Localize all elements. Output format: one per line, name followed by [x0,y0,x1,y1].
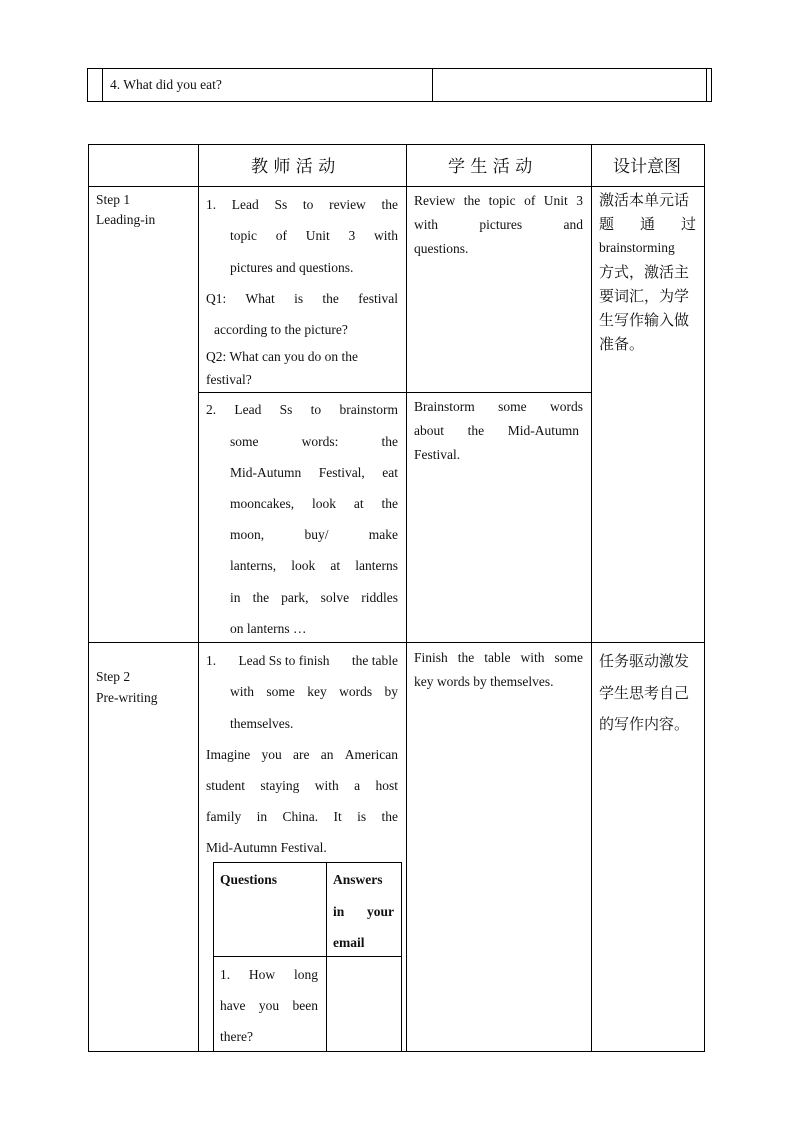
step1-student1-line3: questions. [414,241,469,256]
step1-q2-line1: Q2: What can you do on the [206,349,358,364]
step2-intent-line3: 的写作内容。 [599,715,690,733]
step1-intent-line3: brainstorming [599,240,675,255]
header-teacher-activity: 教 师 活 动 [251,157,336,177]
step2-teacher-line1: 1. Lead Ss to finish the table [206,653,398,668]
question-1-line1: 1. How long [220,967,318,982]
step1-intent-line6: 生写作输入做 [599,311,690,329]
step2-label-line1: Step 2 [96,669,131,684]
step1-intent-line2: 题 通 过 [599,215,696,233]
step1-student2-line2: about the Mid-Autumn [414,423,579,438]
step1-q1-line1: Q1: What is the festival [206,291,398,306]
step1-intent-line1: 激活本单元话 [599,191,690,209]
header-student-activity: 学 生 活 动 [448,157,533,177]
answers-header-line3: email [333,935,365,950]
step1-label-line2: Leading-in [96,212,156,227]
step1-teacher2-line1: 2. Lead Ss to brainstorm [206,402,398,417]
step1-teacher2-line8: on lanterns … [230,621,307,636]
step1-student1-line2: with pictures and [414,217,583,232]
step1-teacher1-line2: topic of Unit 3 with [230,228,398,243]
answers-header-line1: Answers [333,872,383,887]
step1-q1-line2: according to the picture? [214,322,348,337]
step1-student2-line3: Festival. [414,447,461,462]
step1-teacher2-line3: Mid-Autumn Festival, eat [230,465,398,480]
step1-teacher2-line7: in the park, solve riddles [230,590,398,605]
step1-teacher2-line5: moon, buy/ make [230,527,398,542]
step1-student1-line1: Review the topic of Unit 3 [414,193,583,208]
step1-teacher2-line6: lanterns, look at lanterns [230,558,398,573]
step1-intent-line4: 方式，激活主 [599,263,690,281]
answers-header-line2: in your [333,904,394,919]
step1-student2-line1: Brainstorm some words [414,399,583,414]
step1-teacher1-line1: 1. Lead Ss to review the [206,197,398,212]
question-1-line2: have you been [220,998,318,1013]
step1-q2-line2: festival? [206,372,252,387]
step2-label-line2: Pre-writing [96,690,158,705]
step2-imagine-line2: student staying with a host [206,778,398,793]
header-design-intent: 设计意图 [613,157,681,177]
top-table-row-text: 4. What did you eat? [110,77,222,92]
step2-imagine-line4: Mid-Autumn Festival. [206,840,327,855]
step2-student-line1: Finish the table with some [414,650,583,665]
question-1-line3: there? [220,1029,253,1044]
questions-header: Questions [220,872,278,887]
step2-teacher-line2: with some key words by [230,684,398,699]
step1-label-line1: Step 1 [96,192,131,207]
step2-imagine-line3: family in China. It is the [206,809,398,824]
step2-intent-line1: 任务驱动激发 [599,652,690,670]
step2-imagine-line1: Imagine you are an American [206,747,398,762]
step2-teacher-line3: themselves. [230,716,294,731]
step1-intent-line5: 要词汇，为学 [599,287,690,305]
step2-student-line2: key words by themselves. [414,674,554,689]
step1-teacher1-line3: pictures and questions. [230,260,354,275]
step2-intent-line2: 学生思考自己 [599,684,690,702]
step1-teacher2-line2: some words: the [230,434,398,449]
step1-intent-line7: 准备。 [599,335,645,353]
step1-teacher2-line4: mooncakes, look at the [230,496,398,511]
